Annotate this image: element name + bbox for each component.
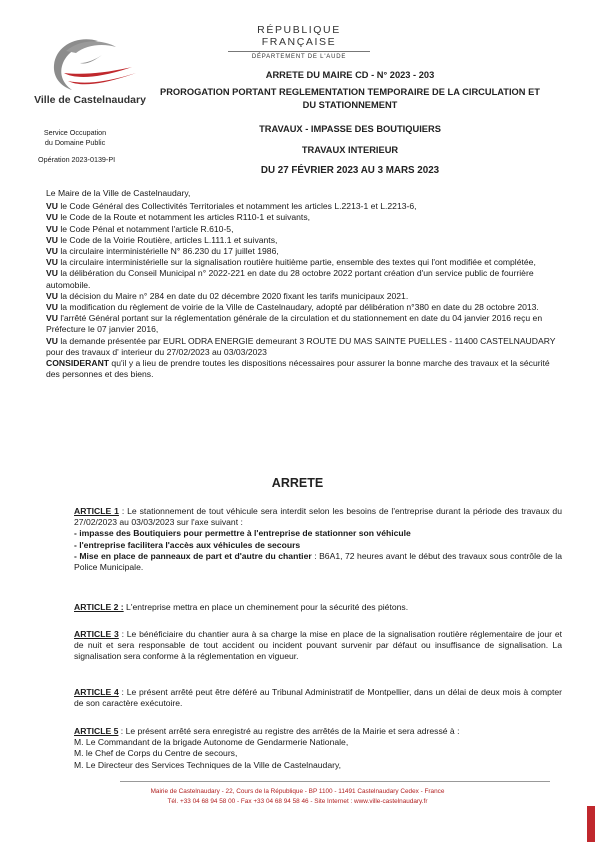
city-name: Ville de Castelnaudary — [34, 94, 146, 106]
operation-number: Opération 2023-0139-PI — [38, 155, 116, 164]
works-type: TRAVAUX INTERIEUR — [301, 145, 399, 155]
article-1-bullet-2: - l'entreprise facilitera l'accès aux véhicules de secours — [74, 539, 301, 550]
article-4: ARTICLE 4 : Le présent arrêté peut être déféré au Tribunal Administratif de Montpellier, dans un délai de deux mois à compter de son caractère exécutoire. — [74, 687, 562, 709]
republic-header — [220, 24, 378, 60]
works-dates: DU 27 FÉVRIER 2023 AU 3 MARS 2023 — [260, 165, 440, 176]
city-logo — [36, 33, 146, 95]
title-line1: PROROGATION PORTANT REGLEMENTATION TEMPORAIRE DE LA CIRCULATION ET — [160, 87, 540, 97]
department-subtitle: DÉPARTEMENT DE L'AUDE — [251, 54, 347, 60]
service-line2: du Domaine Public — [44, 138, 106, 147]
preamble-considerant: CONSIDERANT qu'il y a lieu de prendre toutes les dispositions nécessaires pour assurer la bonne marche des travaux et la sécurité des personnes et des biens. — [46, 358, 550, 380]
preamble-item: VU le Code Pénal et notamment l'article R.610-5, — [46, 223, 234, 234]
republic-title: RÉPUBLIQUE FRANÇAISE — [257, 24, 341, 48]
footer-contact: Tél. +33 04 68 94 58 00 - Fax +33 04 68 94 58 46 - Site Internet : www.ville-castelnaudary.fr — [167, 798, 428, 805]
recipient: M. le Chef de Corps du Centre de secours, — [74, 748, 238, 759]
article-2: ARTICLE 2 : L'entreprise mettra en place un cheminement pour la sécurité des piétons. — [74, 602, 409, 612]
service-block — [30, 128, 120, 148]
preamble-item: VU la modification du règlement de voirie de la Ville de Castelnaudary, adopté par délibération n°380 en date du 28 octobre 2013. — [46, 302, 539, 313]
preamble-item: VU le Code de la Route et notamment les articles R110-1 et suivants, — [46, 212, 311, 223]
article-1: ARTICLE 1 : Le stationnement de tout véhicule sera interdit selon les besoins de l'entreprise durant la période des travaux du 27/02/2023 au 03/03/2023 sur l'axe suivant : - impasse des Boutiquiers pour permettre à l'entreprise de stationner son véhicule - l'entreprise facilitera l'accès aux véhicules de secours - Mise en place de panneaux de part et d'autre du chantier : B6A1, 72 heures avant le début des travaux sous contrôle de la Police Municipale. — [74, 506, 562, 573]
preamble — [46, 188, 562, 380]
footer-address: Mairie de Castelnaudary - 22, Cours de la République - BP 1100 - 11491 Castelnaudary Cedex - France — [150, 788, 445, 795]
article-1-bullet-1: - impasse des Boutiquiers pour permettre à l'entreprise de stationner son véhicule — [74, 528, 411, 539]
article-3: ARTICLE 3 : Le bénéficiaire du chantier aura à sa charge la mise en place de la signalisation routière réglementaire de jour et de nuit et sera responsable de tout accident ou incident pouvant survenir par défaut ou insuffisance de signalisation. La signalisation sera conforme à la réglementation en vigueur. — [74, 629, 563, 662]
preamble-item: VU le Code Général des Collectivités Territoriales et notamment les articles L.2213-1 et L.2213-6, — [46, 201, 417, 212]
article-5: ARTICLE 5 : Le présent arrêté sera enregistré au registre des arrêtés de la Mairie et sera adressé à : M. Le Commandant de la brigade Autonome de Gendarmerie Nationale, M. le Chef de Corps du Centre de secours, M. Le Directeur des Services Techniques de la Ville de Castelnaudary, — [74, 726, 562, 771]
service-line1: Service Occupation — [43, 128, 107, 137]
preamble-item: VU le Code de la Voirie Routière, articles L.111.1 et suivants, — [46, 234, 278, 245]
decision-title: ARRETE — [271, 476, 324, 490]
article-4-label: ARTICLE 4 — [74, 687, 119, 697]
footer-stripe — [587, 806, 595, 842]
article-3-label: ARTICLE 3 — [74, 629, 119, 639]
recipient: M. Le Commandant de la brigade Autonome de Gendarmerie Nationale, — [74, 737, 349, 748]
title-line2: DU STATIONNEMENT — [302, 100, 398, 110]
arrete-number: ARRETE DU MAIRE CD - N° 2023 - 203 — [265, 70, 435, 80]
article-5-label: ARTICLE 5 — [74, 726, 119, 736]
footer-divider — [120, 781, 550, 782]
preamble-item: VU la circulaire interministérielle sur la signalisation routière huitième partie, ensemble des textes qui l'ont modifiée et complétée, — [46, 257, 536, 268]
preamble-item: VU l'arrêté Général portant sur la réglementation générale de la circulation et du stationnement en date du 04 janvier 2016 reçu en Préfecture le 07 janvier 2016, — [46, 313, 543, 335]
preamble-item: VU la délibération du Conseil Municipal n° 2022-221 en date du 28 octobre 2022 portant création d'un service public de fourrière automobile. — [46, 268, 534, 290]
article-1-label: ARTICLE 1 — [74, 506, 119, 516]
preamble-item: VU la circulaire interministérielle N° 86.230 du 17 juillet 1986, — [46, 246, 279, 257]
works-line: TRAVAUX - IMPASSE DES BOUTIQUIERS — [259, 124, 441, 134]
article-2-label: ARTICLE 2 : — [74, 602, 124, 612]
republic-divider — [228, 51, 370, 52]
article-1-bullet-3: - Mise en place de panneaux de part et d'autre du chantier : B6A1, 72 heures avant le début des travaux sous contrôle de la Police Municipale. — [74, 550, 562, 573]
preamble-item: VU la demande présentée par EURL ODRA ENERGIE demeurant 3 ROUTE DU MAS SAINTE PUELLES - 11400 CASTELNAUDARY pour des travaux d' interieur du 27/02/2023 au 03/03/2023 — [46, 335, 556, 357]
preamble-item: VU la décision du Maire n° 284 en date du 02 décembre 2020 fixant les tarifs municipaux 2021. — [46, 290, 409, 301]
recipient: M. Le Directeur des Services Techniques de la Ville de Castelnaudary, — [74, 759, 342, 770]
preamble-opening: Le Maire de la Ville de Castelnaudary, — [46, 188, 191, 198]
